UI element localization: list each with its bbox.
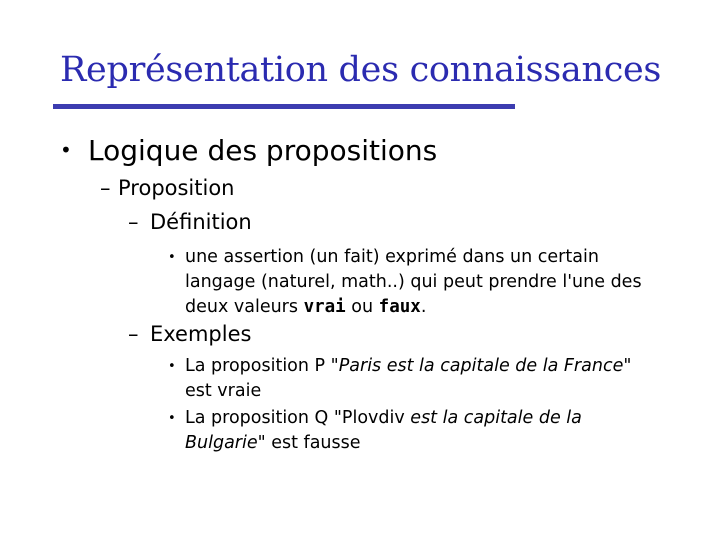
word-vrai: vrai [303, 297, 346, 317]
example-1-line-1 [185, 354, 631, 379]
example-2-italic-2: Bulgarie [185, 433, 258, 453]
example-1-pre: La proposition P " [185, 356, 339, 376]
bullet-logique [60, 134, 437, 167]
item-exemples [128, 322, 251, 346]
example-2-italic: est la capitale de la [410, 408, 582, 428]
bullet-marker: • [168, 250, 176, 265]
word-ou: ou [345, 297, 379, 317]
example-item-1 [168, 354, 632, 404]
example-2-pre: La proposition Q "Plovdiv [185, 408, 411, 428]
exemples-label: Exemples [150, 322, 252, 346]
bullet-text: Logique des propositions [88, 134, 438, 167]
bullet-marker: • [168, 359, 176, 374]
slide-title: Représentation des connaissances [60, 50, 662, 90]
definition-line-3-text: deux valeurs [185, 297, 304, 317]
example-1-italic: Paris est la capitale de la France [338, 356, 624, 376]
example-1-post: " [623, 356, 632, 376]
bullet-marker: • [60, 138, 72, 162]
title-underline [53, 104, 515, 109]
bullet-marker: • [168, 411, 176, 426]
item-definition [128, 210, 252, 234]
example-2-line-2 [185, 431, 582, 456]
example-2-post: " est fausse [257, 433, 361, 453]
dash-marker: – [128, 322, 139, 346]
word-faux: faux [378, 297, 421, 317]
period: . [420, 297, 427, 317]
dash-marker: – [100, 176, 111, 200]
definition-line-3 [185, 295, 642, 320]
definition-line-2: langage (naturel, math..) qui peut prendre l'une des [185, 272, 642, 292]
example-1-line-2: est vraie [185, 381, 262, 401]
dash-marker: – [128, 210, 139, 234]
item-proposition [100, 176, 235, 200]
definition-label: Définition [150, 210, 252, 234]
proposition-label: Proposition [118, 176, 235, 200]
definition-item [168, 245, 642, 320]
example-2-line-1 [185, 406, 582, 431]
definition-line-1: une assertion (un fait) exprimé dans un certain [185, 247, 599, 267]
example-item-2 [168, 406, 582, 456]
